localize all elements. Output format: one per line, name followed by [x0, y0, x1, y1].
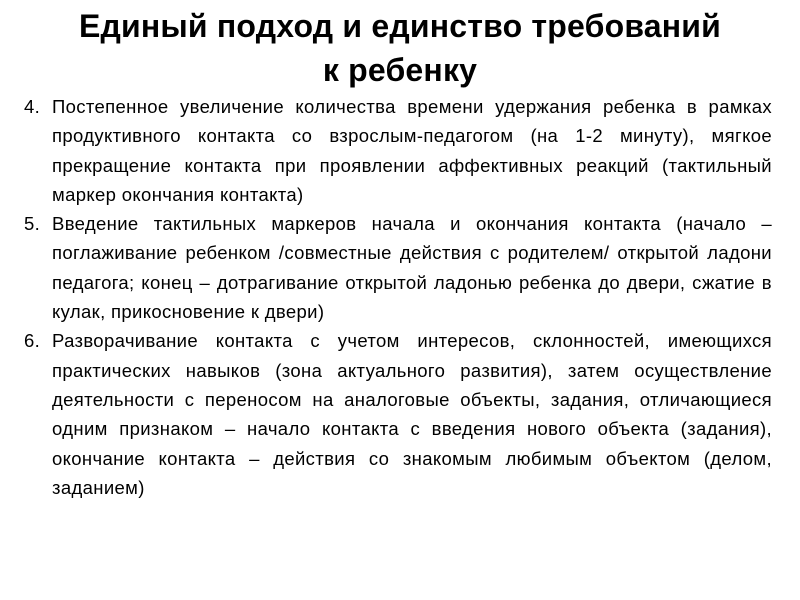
title-line-2: к ребенку [322, 52, 478, 88]
numbered-list [0, 92, 800, 502]
list-item-text: Постепенное увеличение количества времени удержания ребенка в рамках продуктивного контакта со взрослым-педагогом (на 1-2 минуту), мягкое прекращение контакта при проявлении аффективных реакций (тактильный маркер окончания контакта) [52, 96, 772, 205]
slide-title [0, 0, 800, 92]
list-item-number: 4. [24, 96, 41, 117]
list-item [24, 326, 772, 502]
title-line-1: Единый подход и единство требований [78, 8, 722, 44]
list-item-number: 5. [24, 213, 41, 235]
list-item [24, 209, 772, 326]
list-item [24, 92, 772, 209]
list-item-number: 6. [24, 330, 41, 352]
list-item-text: Разворачивание контакта с учетом интересов, склонностей, имеющихся практических навыков (зона актуального развития), затем осуществление деятельности с переносом на аналоговые объекты, задания, отличающиеся одним признаком – начало контакта с введения нового объекта (задания), окончание контакта – действия со знакомым любимым объектом (делом, заданием) [52, 330, 772, 498]
list-item-text: Введение тактильных маркеров начала и окончания контакта (начало – поглаживание ребенком /совместные действия с родителем/ открытой ладони педагога; конец – дотрагивание открытой ладонью ребенка до двери, сжатие в кулак, прикосновение к двери) [52, 213, 772, 323]
